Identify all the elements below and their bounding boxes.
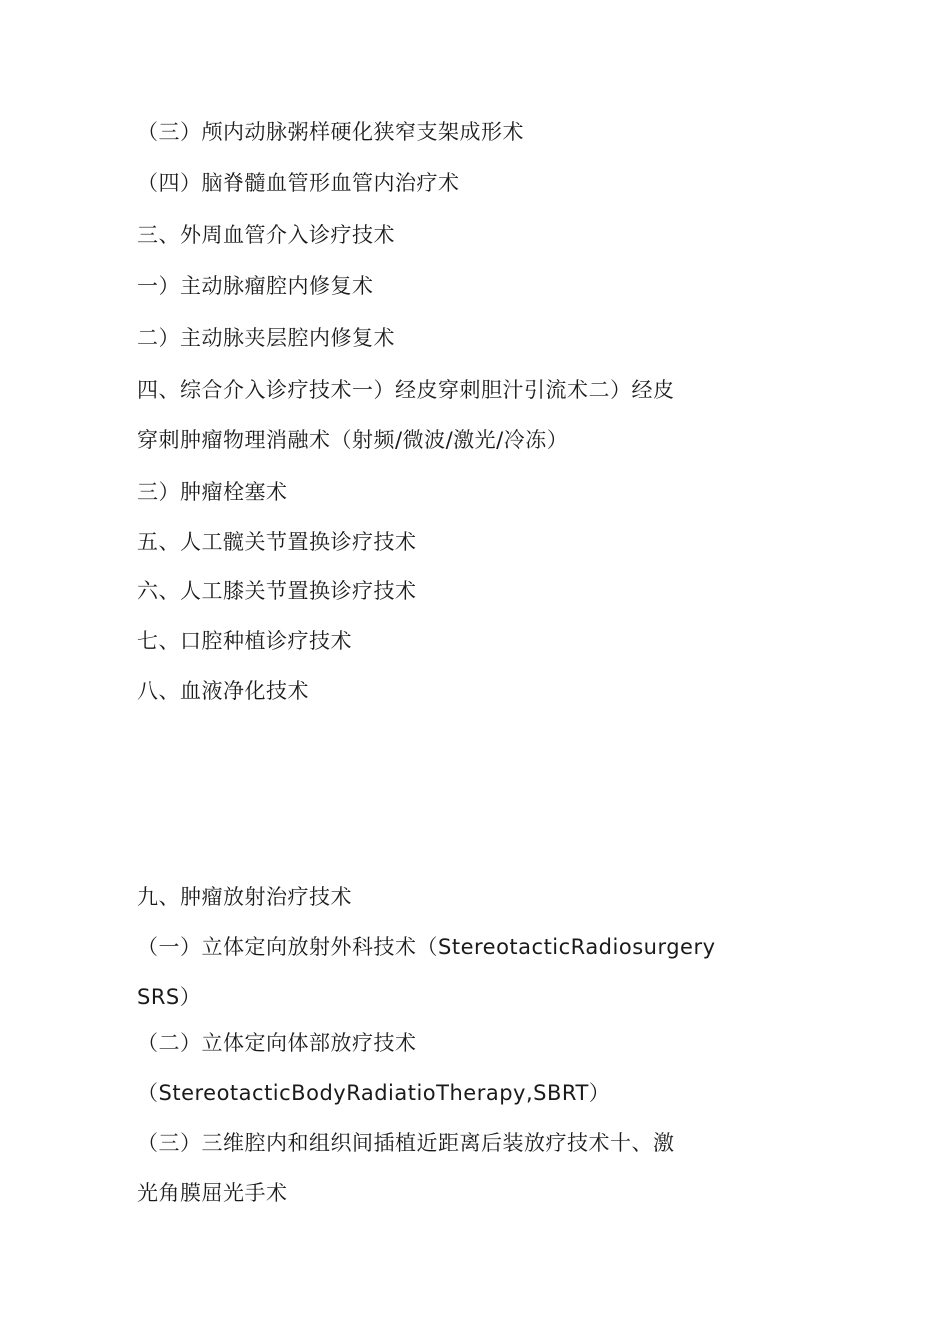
text-line-16: （二）立体定向体部放疗技术 — [137, 1031, 417, 1055]
text-line-18: （三）三维腔内和组织间插植近距离后装放疗技术十、激 — [137, 1131, 675, 1155]
text-line-4: 一）主动脉瘤腔内修复术 — [137, 274, 374, 298]
text-line-8: 三）肿瘤栓塞术 — [137, 480, 288, 504]
text-line-10: 六、人工膝关节置换诊疗技术 — [137, 579, 417, 603]
text-line-11: 七、口腔种植诊疗技术 — [137, 629, 352, 653]
text-line-15: SRS） — [137, 985, 202, 1009]
text-line-19: 光角膜屈光手术 — [137, 1181, 288, 1205]
text-line-7: 穿刺肿瘤物理消融术（射频/微波/激光/冷冻） — [137, 428, 569, 452]
text-line-17: （StereotacticBodyRadiatioTherapy,SBRT） — [137, 1081, 611, 1105]
text-line-1: （三）颅内动脉粥样硬化狭窄支架成形术 — [137, 120, 524, 144]
text-line-9: 五、人工髋关节置换诊疗技术 — [137, 530, 417, 554]
text-line-13: 九、肿瘤放射治疗技术 — [137, 885, 352, 909]
text-line-2: （四）脑脊髓血管形血管内治疗术 — [137, 171, 460, 195]
text-line-3: 三、外周血管介入诊疗技术 — [137, 223, 395, 247]
text-line-6: 四、综合介入诊疗技术一）经皮穿刺胆汁引流术二）经皮 — [137, 378, 675, 402]
text-line-12: 八、血液净化技术 — [137, 679, 309, 703]
text-line-5: 二）主动脉夹层腔内修复术 — [137, 326, 395, 350]
text-line-14: （一）立体定向放射外科技术（StereotacticRadiosurgery — [137, 935, 716, 959]
